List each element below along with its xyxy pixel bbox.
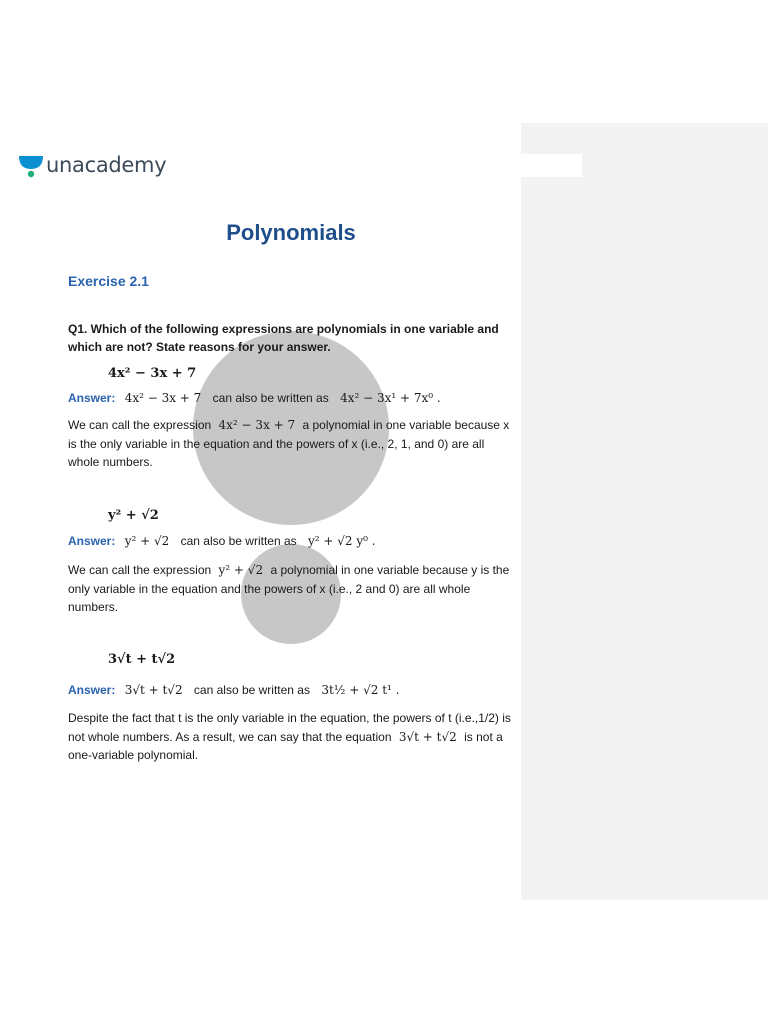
explanation-2 xyxy=(68,561,513,617)
rewritten-expression: y² + √2 y⁰ . xyxy=(308,534,376,548)
answer-expression: y² + √2 xyxy=(124,534,170,548)
question-text: Q1. Which of the following expressions are polynomials in one variable and which are not? State reasons for your answer. xyxy=(68,322,499,354)
logo-text: unacademy xyxy=(46,153,167,177)
exercise-heading: Exercise 2.1 xyxy=(68,273,149,289)
explanation-text-a: We can call the expression xyxy=(68,418,212,432)
answer-expression: 3√t + t√2 xyxy=(124,683,183,697)
explanation-1 xyxy=(68,416,513,472)
answer-label: Answer: xyxy=(68,391,116,405)
connector-text: can also be written as xyxy=(212,391,329,405)
expression-3: 3√t + t√2 xyxy=(108,652,176,667)
explanation-expression: 3√t + t√2 xyxy=(398,729,457,744)
rewritten-expression: 4x² − 3x¹ + 7x⁰ . xyxy=(340,391,441,405)
explanation-text-a: Despite the fact that t is the only variable in the equation, the powers of t (i.e.,1/2) is not whole numbers. As a result, we can say that the equation xyxy=(68,711,511,744)
explanation-text-b: is not a one-variable polynomial. xyxy=(68,729,503,762)
explanation-text-a: We can call the expression xyxy=(68,563,212,577)
explanation-text-b: a polynomial in one variable because x is the only variable in the equation and the powers of x (i.e., 2, 1, and 0) are all whole numbers. xyxy=(68,418,510,469)
unacademy-logo xyxy=(18,150,166,180)
answer-label: Answer: xyxy=(68,534,116,548)
connector-text: can also be written as xyxy=(193,683,310,697)
connector-text: can also be written as xyxy=(180,534,297,548)
answer-label: Answer: xyxy=(68,683,116,697)
answer-line-2 xyxy=(68,534,376,548)
page-title: Polynomials xyxy=(226,220,356,245)
unacademy-logo-icon xyxy=(18,152,44,178)
explanation-expression: y² + √2 xyxy=(218,563,264,577)
explanation-3 xyxy=(68,709,513,765)
expression-1: 4x² − 3x + 7 xyxy=(108,366,197,381)
rewritten-expression: 3t½ + √2 t¹ . xyxy=(321,683,400,697)
answer-line-1 xyxy=(68,391,441,405)
expression-2: y² + √2 xyxy=(108,508,159,523)
answer-expression: 4x² − 3x + 7 xyxy=(124,391,202,405)
explanation-expression: 4x² − 3x + 7 xyxy=(218,418,296,432)
answer-line-3 xyxy=(68,683,399,697)
comment-box xyxy=(521,154,582,177)
explanation-text-b: a polynomial in one variable because y is the only variable in the equation and the powers of x (i.e., 2 and 0) are all whole numbers. xyxy=(68,563,510,614)
